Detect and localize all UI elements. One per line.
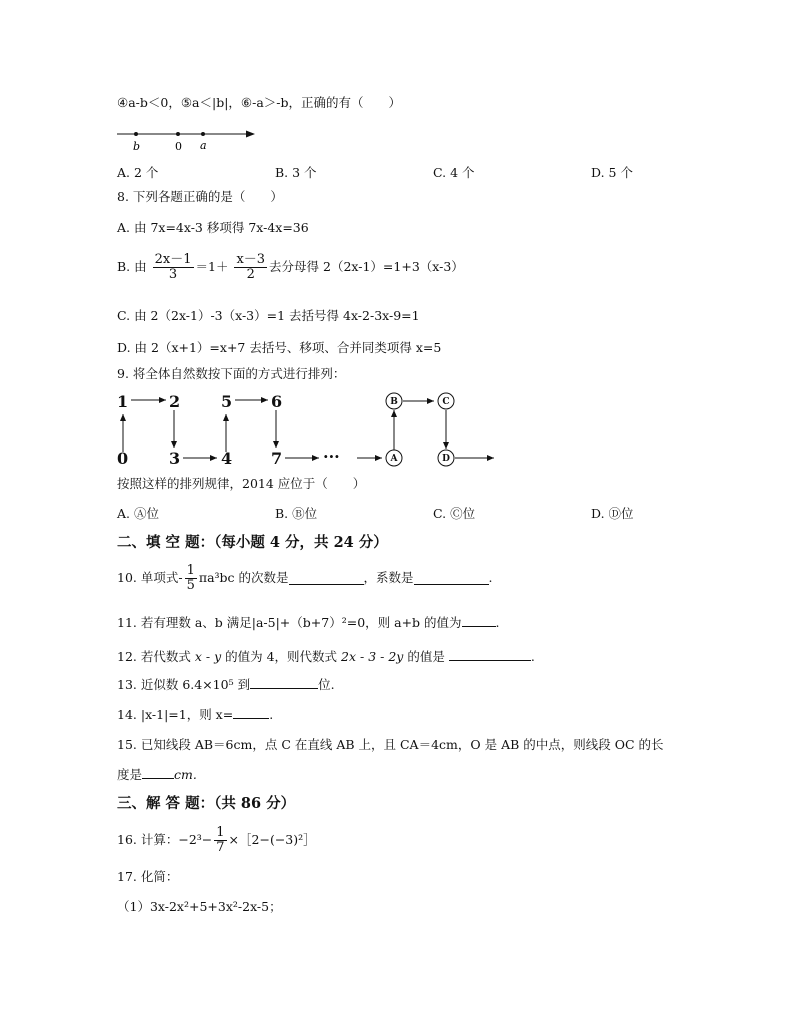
- label-b: b: [133, 140, 141, 153]
- q13: [117, 676, 335, 692]
- num-2: 2: [169, 392, 181, 411]
- q11-blank[interactable]: [462, 614, 496, 627]
- q9-option-b: B. Ⓑ位: [275, 506, 318, 521]
- q7-option-a: A. 2 个: [117, 165, 159, 180]
- fraction-1-num: 2x－1: [154, 252, 192, 267]
- circle-d-label: D: [442, 454, 450, 464]
- q7-conditions: ④a-b＜0，⑤a＜|b|，⑥-a＞-b，正确的有（ ）: [117, 95, 402, 110]
- q14: [117, 706, 273, 722]
- ellipsis: ···: [323, 447, 340, 466]
- q8-stem: 8. 下列各题正确的是（ ）: [117, 189, 283, 204]
- label-zero: 0: [175, 140, 182, 153]
- q12-mid: 的值为 4，则代数式: [225, 649, 338, 664]
- section-2-heading: 二、填 空 题：（每小题 4 分，共 24 分）: [117, 534, 388, 551]
- q12-end: .: [530, 649, 535, 664]
- q15-unit: cm.: [174, 767, 197, 782]
- q9-option-c: C. Ⓒ位: [433, 506, 476, 521]
- number-arrangement-figure: [113, 388, 498, 470]
- circle-c-label: C: [442, 397, 450, 407]
- q8-option-a: A. 由 7x=4x-3 移项得 7x-4x=36: [117, 220, 309, 235]
- q12: [117, 648, 535, 664]
- q8-b-prefix: B. 由: [117, 258, 147, 274]
- q8-option-d: D. 由 2（x+1）=x+7 去括号、移项、合并同类项得 x=5: [117, 340, 442, 355]
- q14-blank[interactable]: [233, 706, 269, 719]
- fraction-2-den: 2: [246, 266, 255, 282]
- q15-blank[interactable]: [142, 766, 174, 779]
- q11: [117, 614, 500, 630]
- num-5: 5: [221, 392, 233, 411]
- q16-post: ×［2−(−3)²］: [228, 831, 316, 847]
- q10-mid: ，系数是: [363, 569, 414, 585]
- q16: [117, 826, 316, 854]
- q8-option-b: [117, 253, 464, 281]
- q12-expr2: 2x - 3 - 2y: [341, 649, 404, 664]
- q9-option-a: A. Ⓐ位: [117, 506, 159, 521]
- q10-fraction: [185, 564, 197, 592]
- q16-fraction-den: 7: [216, 839, 225, 855]
- q15-line1: 15. 已知线段 AB＝6cm，点 C 在直线 AB 上，且 CA＝4cm，O 是 AB 的中点，则线段 OC 的长: [117, 737, 664, 752]
- number-line-figure: [115, 125, 260, 155]
- q15-line2: [117, 766, 197, 782]
- q16-fraction-num: 1: [216, 825, 225, 840]
- q10-monomial: πa³bc 的次数是: [198, 569, 289, 585]
- q17-item-1: （1）3x-2x²+5+3x²-2x-5；: [117, 899, 282, 914]
- q12-post: 的值是: [407, 649, 445, 664]
- num-3: 3: [169, 449, 181, 468]
- q13-prefix: 13. 近似数 6.4×10⁵ 到: [117, 677, 251, 692]
- q8-option-c: C. 由 2（2x-1）-3（x-3）=1 去括号得 4x-2-3x-9=1: [117, 308, 420, 323]
- q9-question: 按照这样的排列规律，2014 应位于（ ）: [117, 476, 366, 491]
- num-0: 0: [117, 449, 129, 468]
- fraction-2-num: x－3: [236, 252, 266, 267]
- q12-blank[interactable]: [449, 648, 531, 661]
- q10-fraction-num: 1: [186, 563, 195, 578]
- num-1: 1: [117, 392, 129, 411]
- q17-stem: 17. 化简：: [117, 869, 179, 884]
- q9-option-d: D. Ⓓ位: [591, 506, 634, 521]
- q12-prefix: 12. 若代数式: [117, 649, 191, 664]
- q12-expr1: x - y: [194, 649, 222, 664]
- q10-blank-degree[interactable]: [289, 572, 364, 585]
- section-3-heading: 三、解 答 题：（共 86 分）: [117, 795, 296, 812]
- q11-end: .: [495, 615, 500, 630]
- num-6: 6: [271, 392, 283, 411]
- q10-end: .: [488, 569, 493, 585]
- q8-b-post: 去分母得 2（2x-1）=1+3（x-3）: [269, 258, 464, 274]
- q14-end: .: [269, 707, 274, 722]
- q10-prefix: 10. 单项式-: [117, 569, 183, 585]
- fraction-2: [234, 253, 267, 281]
- q7-option-d: D. 5 个: [591, 165, 633, 180]
- q7-option-b: B. 3 个: [275, 165, 317, 180]
- label-a: a: [200, 139, 207, 152]
- q13-blank[interactable]: [250, 676, 318, 689]
- q7-option-c: C. 4 个: [433, 165, 475, 180]
- q9-stem: 9. 将全体自然数按下面的方式进行排列：: [117, 366, 346, 381]
- q14-prefix: 14. |x-1|=1，则 x=: [117, 707, 234, 722]
- q8-b-mid: ＝1＋: [195, 258, 229, 274]
- q10: [117, 564, 493, 592]
- q13-end: 位.: [318, 677, 335, 692]
- q16-prefix: 16. 计算：−2³−: [117, 831, 213, 847]
- fraction-1: [153, 253, 194, 281]
- q10-fraction-den: 5: [186, 577, 195, 593]
- q16-fraction: [214, 826, 226, 854]
- q11-text: 11. 若有理数 a、b 满足|a-5|+（b+7）²=0，则 a+b 的值为: [117, 615, 462, 630]
- circle-b-label: B: [390, 397, 398, 407]
- num-7: 7: [271, 449, 283, 468]
- circle-a-label: A: [390, 454, 398, 464]
- point-zero: [176, 132, 180, 136]
- q15-prefix: 度是: [117, 767, 143, 782]
- fraction-1-den: 3: [168, 266, 178, 282]
- q10-blank-coefficient[interactable]: [414, 572, 489, 585]
- num-4: 4: [221, 449, 233, 468]
- point-b: [134, 132, 138, 136]
- point-a: [201, 132, 205, 136]
